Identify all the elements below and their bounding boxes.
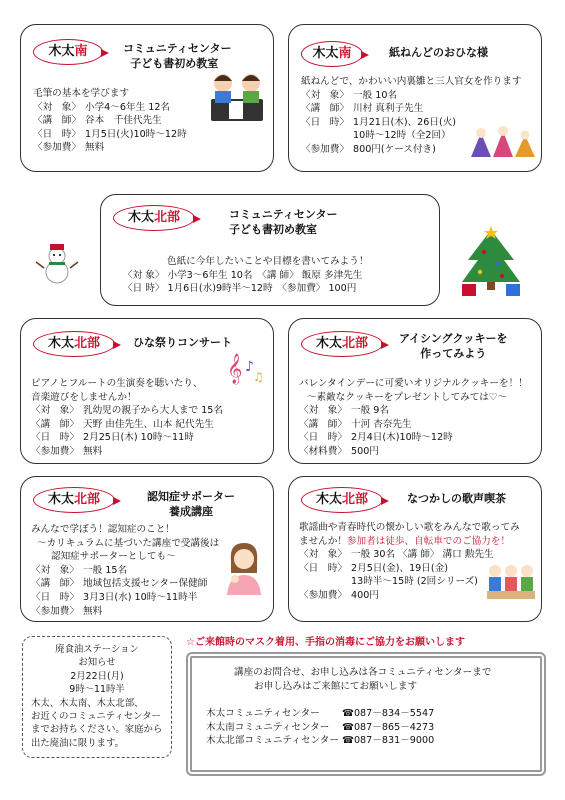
location-tag: 木太北部 — [113, 205, 195, 231]
contact-row: 木太コミュニティセンター ☎087－834－5547 — [206, 708, 435, 720]
svg-text:♪: ♪ — [245, 359, 254, 375]
singing-people-illustration — [485, 561, 537, 601]
transport-note: 参加者は徒歩、自転車でのご協力を！ — [346, 535, 511, 547]
location-tag: 木太北部 — [301, 487, 383, 513]
snowman-illustration — [34, 240, 80, 286]
waste-oil-station-notice: 廃食油ステーション お知らせ 2月22日(月) 9時～11時半 木太、木太南、木太北部、 お近くのコミュニティセンター までお持ちください。家庭から 出た廃油に限ります。 — [22, 636, 172, 758]
event-card-hokubu-shodo — [100, 194, 440, 306]
event-details: 歌謡曲や青春時代の懐かしい歌をみんなで歌ってみ ませんか！参加者は徒歩、自転車でのご協力を！ 〈対 象〉 一般 30名 〈講 師〉 溝口 勲先生 〈日 時〉 2月5日(金)、19日(金) 13時半～15時 (2回シリーズ) 〈参加費〉 400円 — [299, 522, 520, 601]
contact-info-box: 講座のお問合せ、お申し込みは各コミュニティセンターまで お申し込みはご来館にてお願いします 木太コミュニティセンター ☎087－834－5547 木太南コミュニティセンター ☎087－865－4273 木太北部コミュニティセンター ☎087－831－9000 — [186, 652, 546, 776]
svg-text:𝄞: 𝄞 — [227, 354, 243, 384]
event-title: なつかしの歌声喫茶 — [407, 492, 506, 505]
event-title: アイシングクッキーを 作ってみよう — [399, 332, 508, 360]
phone-number: ☎087－834－5547 — [342, 708, 435, 720]
event-details: ピアノとフルートの生演奏を聴いたり、 音楽遊びをしませんか！ 〈対 象〉 乳幼児の親子から大人まで 15名 〈講 師〉 天野 由佳先生、山本 紀代先生 〈日 時〉 2月25日(木) 10時～11時 〈参加費〉 無料 — [31, 378, 223, 457]
calligraphy-kids-illustration — [207, 69, 267, 125]
christmas-tree-illustration — [456, 226, 526, 298]
location-tag: 木太南 — [33, 39, 103, 65]
event-details: 毛筆の基本を学びます 〈対 象〉 小学4～6年生 12名 〈講 師〉 谷本 千佳代先生 〈日 時〉 1月5日(火)10時～12時 〈参加費〉 無料 — [33, 88, 187, 154]
event-title: 紙ねんどのおひな様 — [389, 46, 488, 59]
svg-text:♫: ♫ — [253, 370, 264, 384]
mask-notice-banner: ☆ご来館時のマスク着用、手指の消毒にご協力をお願いします — [186, 637, 465, 648]
contact-row: 木太南コミュニティセンター ☎087－865－4273 — [206, 721, 435, 733]
location-tag: 木太北部 — [33, 331, 115, 357]
event-title: コミュニティセンター 子ども書初め教室 — [229, 208, 338, 236]
event-details: みんなで学ぼう！認知症のこと！ ～カリキュラムに基づいた講座で受講後は 認知症サポーターとしても～ 〈対 象〉 一般 15名 〈講 師〉 地域包括支援センター保健師 〈日 時〉 3月3日(水) 10時～11時半 〈参加費〉 無料 — [31, 524, 220, 617]
event-card-paper-clay-hina — [288, 24, 542, 172]
contact-row: 木太北部コミュニティセンター ☎087－831－9000 — [206, 735, 435, 747]
event-card-singing-cafe — [288, 476, 542, 622]
phone-number: ☎087－831－9000 — [342, 735, 435, 747]
woman-illustration — [221, 539, 267, 595]
event-title: 認知症サポーター 養成講座 — [147, 490, 235, 518]
event-card-dementia-supporter — [20, 476, 274, 622]
event-details: 紙ねんどで、かわいい内裏雛と三人官女を作ります 〈対 象〉 一般 10名 〈講 師〉 川村 真利子先生 〈日 時〉 1月21日(木)、26日(火) 10時～12時（全2回） 〈参加費〉 800円(ケース付き) — [301, 76, 522, 155]
event-details: 色紙に今年したいことや目標を書いてみよう！ 〈対 象〉 小学3～6年生 10名 〈講 師〉 飯原 多津先生 〈日 時〉 1月6日(水)9時半～12時 〈参加費〉 100円 — [123, 256, 369, 295]
event-card-kita-minami-shodo — [20, 24, 274, 172]
music-notes-icon — [225, 349, 265, 385]
event-title: コミュニティセンター 子ども書初め教室 — [123, 42, 232, 70]
event-title: ひな祭りコンサート — [133, 336, 232, 349]
location-tag: 木太北部 — [301, 331, 383, 357]
hina-dolls-illustration — [467, 123, 537, 159]
event-card-hinamatsuri-concert — [20, 318, 274, 464]
location-tag: 木太北部 — [33, 487, 115, 513]
location-tag: 木太南 — [301, 41, 363, 67]
phone-number: ☎087－865－4273 — [342, 721, 435, 733]
event-card-icing-cookie — [288, 318, 542, 464]
event-details: バレンタインデーに可愛いオリジナルクッキーを！！ ～素敵なクッキーをプレゼントしてみては♡～ 〈対 象〉 一般 9名 〈講 師〉 十河 杏奈先生 〈日 時〉 2月4日(木)10時～12時 〈材料費〉 500円 — [299, 378, 528, 457]
